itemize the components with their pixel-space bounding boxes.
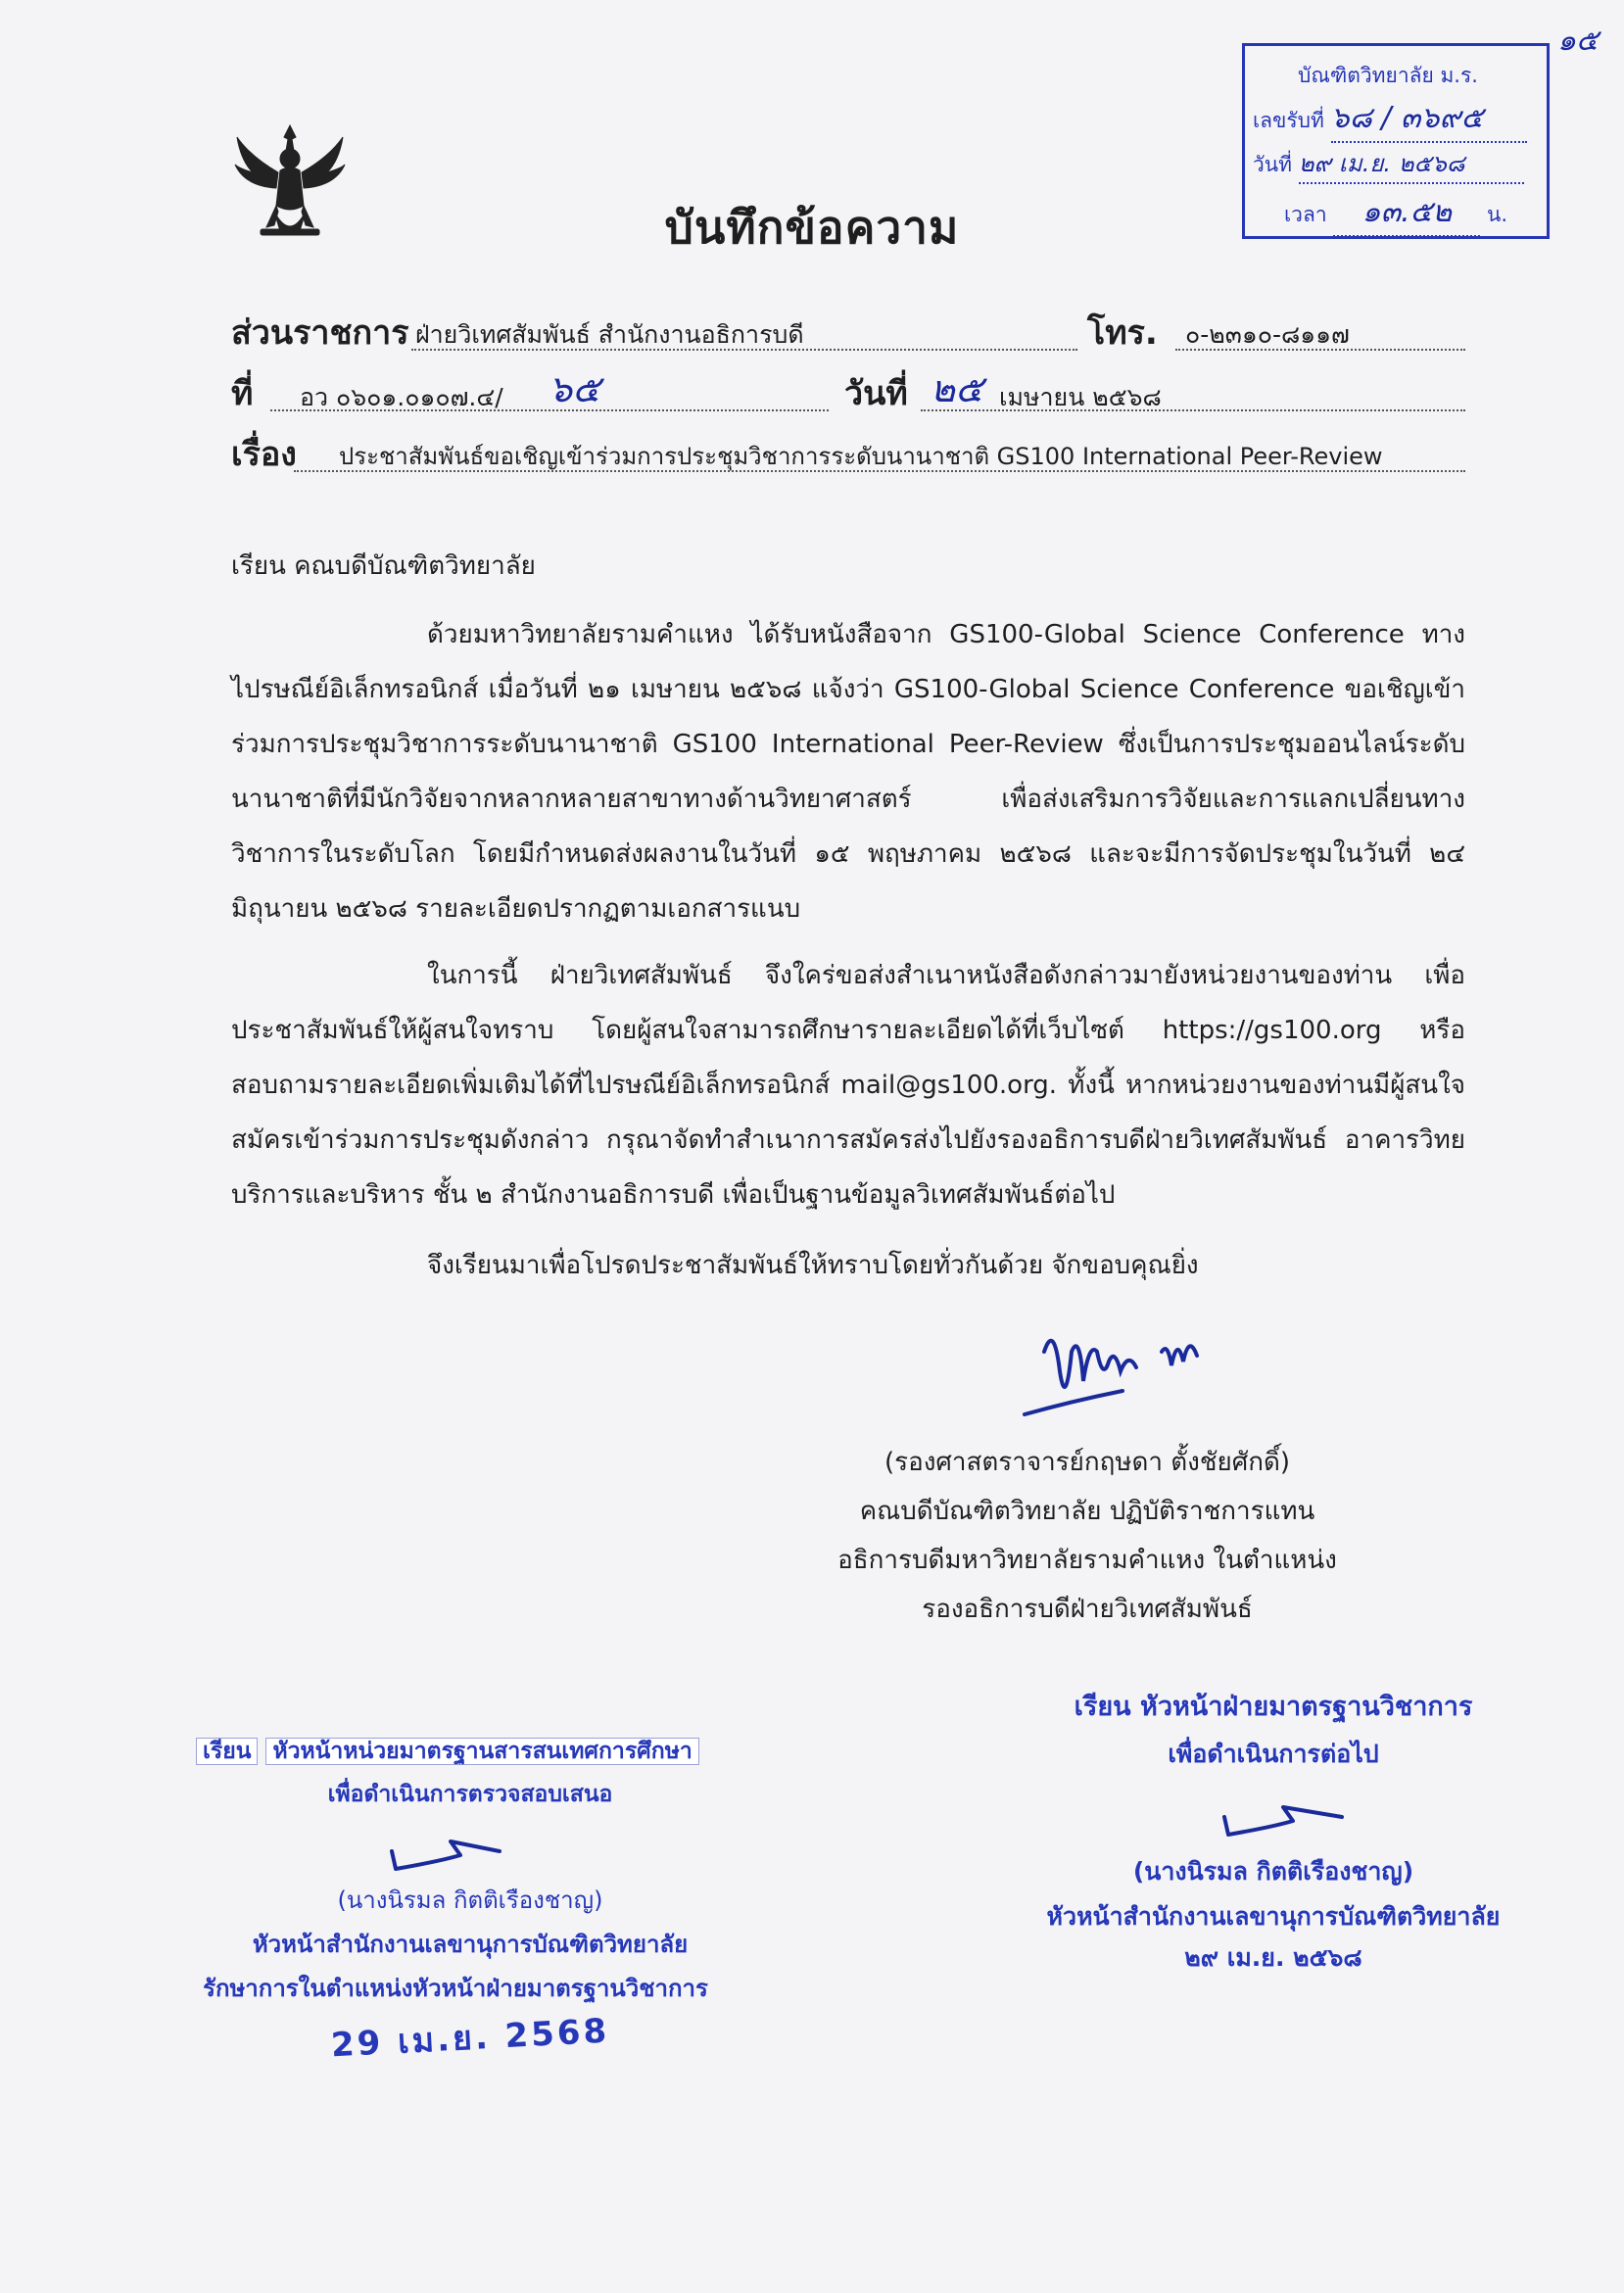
paragraph-3: [231, 1238, 1465, 1293]
stamp-left-action: เพื่อดำเนินการตรวจสอบเสนอ: [327, 1782, 613, 1807]
ref-dotline: [270, 409, 829, 411]
received-stamp: [1242, 43, 1550, 239]
agency-value: ฝ่ายวิเทศสัมพันธ์ สำนักงานอธิการบดี: [415, 320, 804, 349]
stamp-right-position: หัวหน้าสำนักงานเลขานุการบัณฑิตวิทยาลัย: [1046, 1902, 1501, 1931]
stamp-number-value: ๖๘ / ๓๖๙๕: [1331, 95, 1527, 143]
phone-value: ๐-๒๓๑๐-๘๑๑๗: [1185, 320, 1350, 349]
date-handwritten: ๒๕: [931, 367, 983, 410]
date-label: วันที่: [844, 374, 908, 413]
date-value: เมษายน ๒๕๖๘: [999, 383, 1162, 411]
agency-label: ส่วนราชการ: [231, 313, 409, 353]
page-title: บันทึกข้อความ: [664, 201, 960, 254]
paragraph-1: [231, 607, 1465, 936]
date-dotline: [921, 409, 1465, 411]
routing-stamp-right: [1019, 1685, 1528, 1978]
stamp-left-name: (นางนิรมล กิตติเรืองชาญ): [337, 1887, 603, 1914]
agency-dotline: [411, 349, 1077, 351]
salutation: เรียน คณบดีบัณฑิตวิทยาลัย: [231, 551, 536, 581]
stamp-left-position-1: หัวหน้าสำนักงานเลขานุการบัณฑิตวิทยาลัย: [252, 1931, 689, 1958]
stamp-right-action: เพื่อดำเนินการต่อไป: [1168, 1740, 1379, 1768]
signature-icon: [1015, 1313, 1230, 1430]
routing-stamp-left: [196, 1734, 744, 2064]
stamp-right-to: เรียน หัวหน้าฝ่ายมาตรฐานวิชาการ: [1074, 1692, 1473, 1722]
signatory-line-3: รองอธิการบดีฝ่ายวิเทศสัมพันธ์: [922, 1595, 1253, 1624]
signatory-line-1: คณบดีบัณฑิตวิทยาลัย ปฏิบัติราชการแทน: [859, 1497, 1315, 1526]
stamp-right-date: ๒๙ เม.ย. ๒๕๖๘: [1184, 1943, 1362, 1972]
stamp-time-label: เวลา: [1284, 203, 1327, 226]
paragraph-1-text: ด้วยมหาวิทยาลัยรามคำแหง ได้รับหนังสือจาก GS100-Global Science Conference ทางไปรษณีย์อิเล็กทรอนิกส์ เมื่อวันที่ ๒๑ เมษายน ๒๕๖๘ แจ้งว่า GS100-Global Science Conference ขอเชิญเข้าร่วมการประชุมวิชาการระดับนานาชาติ GS100 International Peer-Review ซึ่งเป็นการประชุมออนไลน์ระดับนานาชาติที่มีนักวิจัยจากหลากหลายสาขาทางด้านวิทยาศาสตร์ เพื่อส่งเสริมการวิจัยและการแลกเปลี่ยนทางวิชาการในระดับโลก โดยมีกำหนดส่งผลงานในวันที่ ๑๕ พฤษภาคม ๒๕๖๘ และจะมีการจัดประชุมในวันที่ ๒๔ มิถุนายน ๒๕๖๘ รายละเอียดปรากฏตามเอกสารแนบ: [231, 620, 1465, 924]
page-number: ๑๕: [1557, 24, 1599, 58]
stamp-time-value: ๑๓.๕๒: [1333, 189, 1480, 237]
signatory-name: (รองศาสตราจารย์กฤษดา ตั้งชัยศักดิ์): [884, 1448, 1290, 1477]
paragraph-3-text: จึงเรียนมาเพื่อโปรดประชาสัมพันธ์ให้ทราบโดยทั่วกันด้วย จักขอบคุณยิ่ง: [427, 1251, 1199, 1280]
stamp-left-date: 29 เม.ย. 2568: [329, 2011, 611, 2066]
paragraph-2: [231, 948, 1465, 1222]
signature-icon: [196, 1812, 744, 1881]
signatory-block: [774, 1438, 1401, 1634]
phone-label: โทร.: [1087, 313, 1158, 353]
signature-icon: [1019, 1774, 1528, 1852]
stamp-left-position-2: รักษาการในตำแหน่งหัวหน้าฝ่ายมาตรฐานวิชาการ: [203, 1975, 708, 2002]
stamp-number-label: เลขรับที่: [1253, 109, 1324, 132]
stamp-date-value: ๒๙ เม.ย. ๒๕๖๘: [1299, 144, 1524, 184]
ref-label: ที่: [231, 374, 254, 413]
stamp-date-label: วันที่: [1253, 153, 1292, 176]
ref-handwritten: ๖๕: [549, 367, 600, 410]
stamp-office: บัณฑิตวิทยาลัย ม.ร.: [1298, 64, 1478, 87]
subject-value: ประชาสัมพันธ์ขอเชิญเข้าร่วมการประชุมวิชาการระดับนานาชาติ GS100 International Peer-Review: [339, 443, 1383, 470]
phone-dotline: [1175, 349, 1465, 351]
subject-dotline: [294, 470, 1465, 472]
stamp-time-suffix: น.: [1487, 203, 1508, 226]
ref-value: อว ๐๖๐๑.๐๑๐๗.๔/: [300, 383, 503, 411]
stamp-left-target: หัวหน้าหน่วยมาตรฐานสารสนเทศการศึกษา: [265, 1738, 698, 1765]
subject-label: เรื่อง: [231, 435, 297, 474]
stamp-right-name: (นางนิรมล กิตติเรืองชาญ): [1132, 1857, 1414, 1886]
paragraph-2-text: ในการนี้ ฝ่ายวิเทศสัมพันธ์ จึงใคร่ขอส่งสำเนาหนังสือดังกล่าวมายังหน่วยงานของท่าน เพื่อประชาสัมพันธ์ให้ผู้สนใจทราบ โดยผู้สนใจสามารถศึกษารายละเอียดได้ที่เว็บไซต์ https://gs100.org หรือสอบถามรายละเอียดเพิ่มเติมได้ที่ไปรษณีย์อิเล็กทรอนิกส์ mail@gs100.org. ทั้งนี้ หากหน่วยงานของท่านมีผู้สนใจสมัครเข้าร่วมการประชุมดังกล่าว กรุณาจัดทำสำเนาการสมัครส่งไปยังรองอธิการบดีฝ่ายวิเทศสัมพันธ์ อาคารวิทยบริการและบริหาร ชั้น ๒ สำนักงานอธิการบดี เพื่อเป็นฐานข้อมูลวิเทศสัมพันธ์ต่อไป: [231, 961, 1465, 1210]
signatory-line-2: อธิการบดีมหาวิทยาลัยรามคำแหง ในตำแหน่ง: [837, 1546, 1337, 1575]
stamp-left-to: เรียน: [196, 1738, 258, 1765]
